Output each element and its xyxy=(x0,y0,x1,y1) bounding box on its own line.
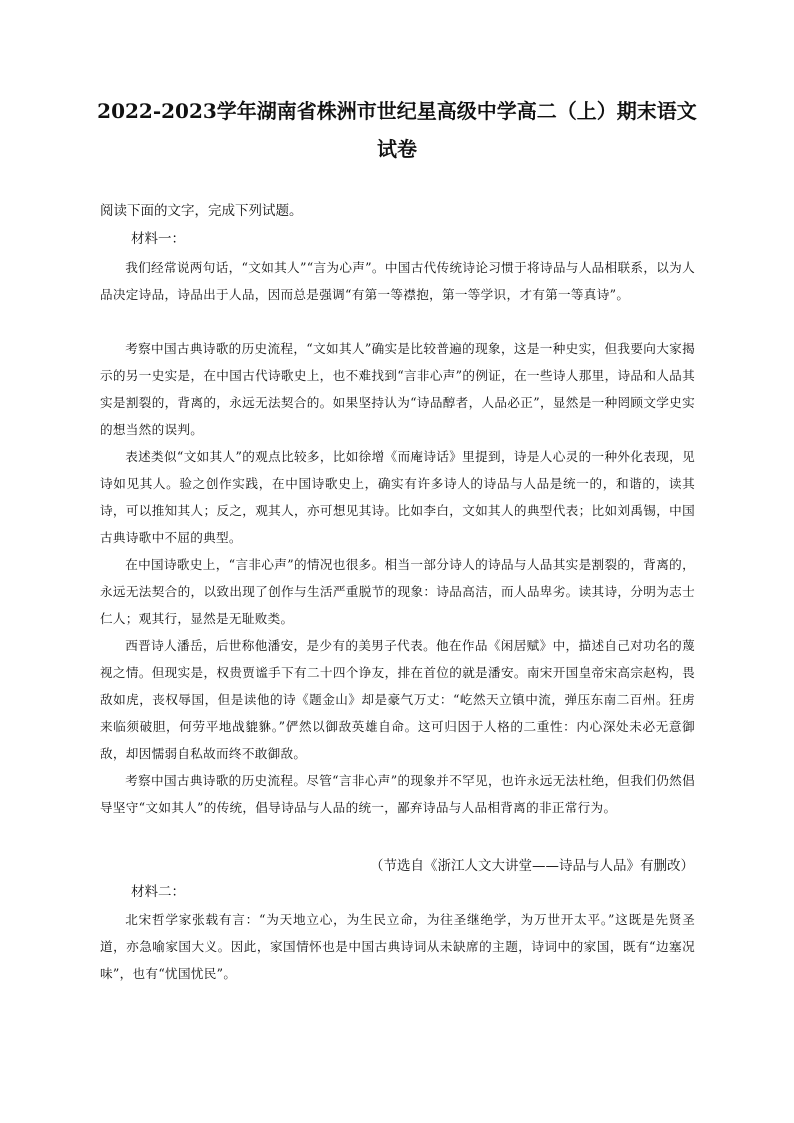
material-1-paragraph-4: 在中国诗歌史上，“言非心声”的情况也很多。相当一部分诗人的诗品与人品其实是割裂的，背离的，永远无法契合的，以致出现了创作与生活严重脱节的现象：诗品高洁，而人品卑劣。读其诗，分明为志士仁人；观其行，显然是无耻败类。 xyxy=(100,557,695,626)
material-1-paragraph-5: 西晋诗人潘岳，后世称他潘安，是少有的美男子代表。他在作品《闲居赋》中，描述自己对功名的蔑视之情。但现实是，权贵贾谧手下有二十四个诤友，排在首位的就是潘安。南宋开国皇帝宋高宗赵构，畏敌如虎，丧权辱国，但是读他的诗《题金山》却是豪气万丈：“屹然天立镇中流，弹压东南二百州。狂虏来临须破胆，何劳平地战貔貅。”俨然以御敌英雄自命。这可归因于人格的二重性：内心深处未必无意御敌，却因懦弱自私故而终不敢御敌。 xyxy=(100,638,695,761)
material-2-label: 材料二： xyxy=(131,884,185,900)
page-title: 2022-2023学年湖南省株洲市世纪星高级中学高二（上）期末语文试卷 xyxy=(97,99,697,161)
material-1-paragraph-6: 考察中国古典诗歌的历史流程。尽管“言非心声”的现象并不罕见，也许永远无法杜绝，但我们仍然倡导坚守“文如其人”的传统，倡导诗品与人品的统一，鄙弃诗品与人品相背离的非正常行为。 xyxy=(100,773,695,815)
material-1-source: （节选自《浙江人文大讲堂——诗品与人品》有删改） xyxy=(370,858,694,874)
material-1-paragraph-3: 表述类似“文如其人”的观点比较多，比如徐增《而庵诗话》里提到，诗是人心灵的一种外化表现，见诗如见其人。验之创作实践，在中国诗歌史上，确实有许多诗人的诗品与人品是统一的，和谐的，读其诗，可以推知其人；反之，观其人，亦可想见其诗。比如李白，文如其人的典型代表；比如刘禹锡，中国古典诗歌中不屈的典型。 xyxy=(100,449,695,545)
reading-instruction: 阅读下面的文字，完成下列试题。 xyxy=(100,203,303,219)
material-1-paragraph-2: 考察中国古典诗歌的历史流程，“文如其人”确实是比较普遍的现象，这是一种史实，但我要向大家揭示的另一史实是，在中国古代诗歌史上，也不难找到“言非心声”的例证，在一些诗人那里，诗品和人品其实是割裂的，背离的，永远无法契合的。如果坚持认为“诗品醇者，人品必正”，显然是一种罔顾文学史实的想当然的误判。 xyxy=(100,341,695,437)
material-1-label: 材料一： xyxy=(131,231,185,247)
material-2-paragraph-1: 北宋哲学家张载有言：“为天地立心，为生民立命，为往圣继绝学，为万世开太平。”这既是先贤圣道，亦急喻家国大义。因此，家国情怀也是中国古典诗词从未缺席的主题，诗词中的家国，既有“边塞况味”，也有“忧国忧民”。 xyxy=(100,912,695,981)
material-1-paragraph-1: 我们经常说两句话，“文如其人”“言为心声”。中国古代传统诗论习惯于将诗品与人品相联系，以为人品决定诗品，诗品出于人品，因而总是强调“有第一等襟抱，第一等学识，才有第一等真诗”。 xyxy=(100,260,695,302)
